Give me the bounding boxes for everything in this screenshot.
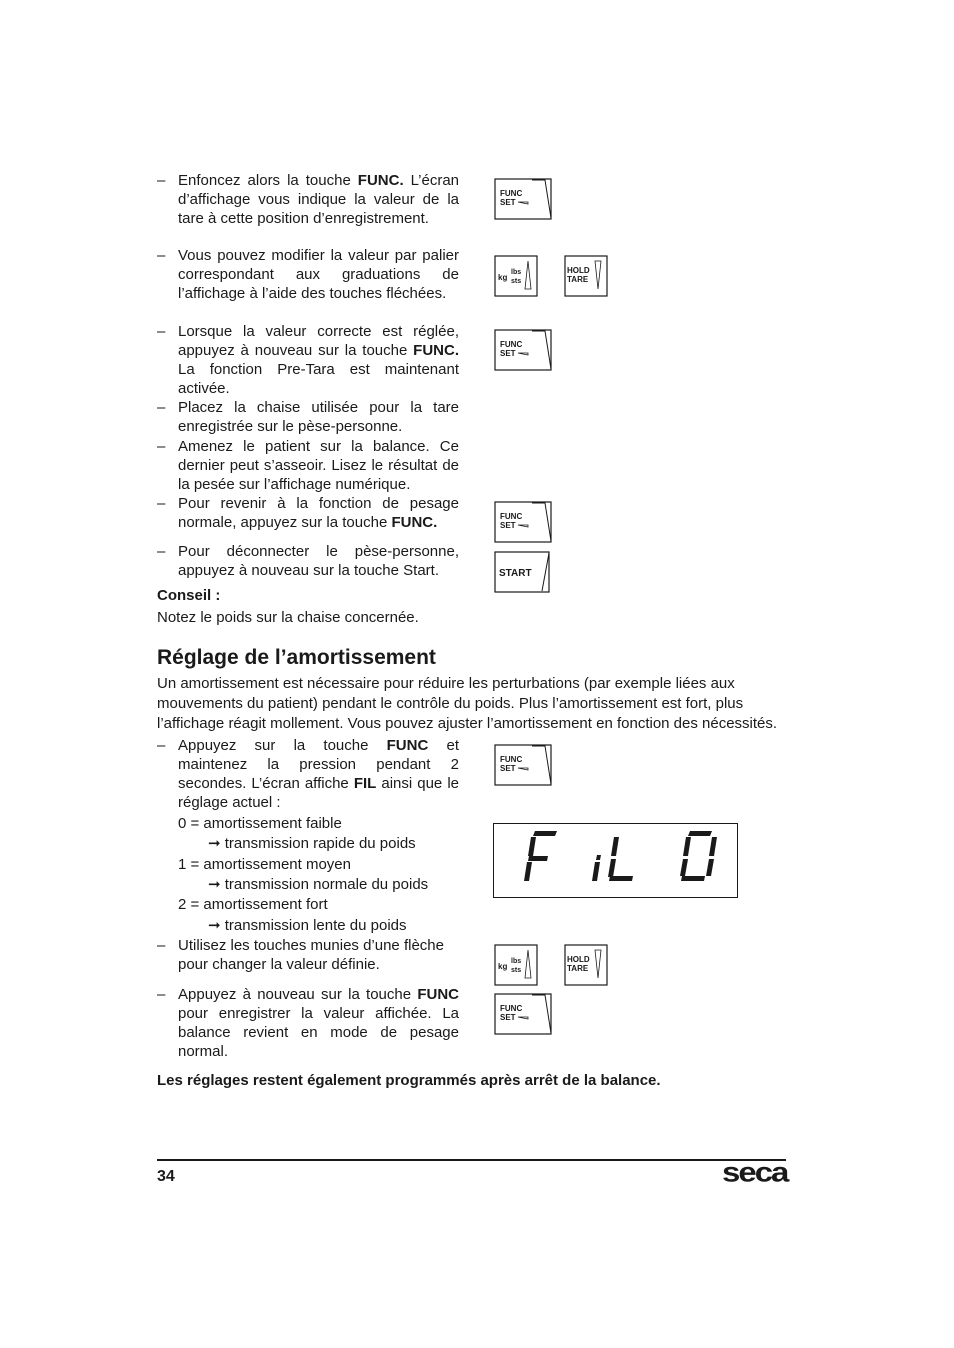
hold-tare-key [564,944,608,986]
svg-text:SET: SET [500,764,516,773]
page-number: 34 [157,1168,175,1185]
list-item: – Amenez le patient sur la balance. Ce dernier peut s’asseoir. Lisez le résultat de la pesée sur l’affichage numérique. [157,438,459,493]
list-item: – Pour revenir à la fonction de pesage normale, appuyez sur la touche FUNC. [157,495,459,531]
damping-level-2-detail: ➞ transmission lente du poids [208,917,407,934]
func-set-key [494,501,552,543]
list-item: – Enfoncez alors la touche FUNC. L’écran d’affichage vous indique la valeur de la tare à cette position d’enregistrement. [157,172,459,227]
func-set-key [494,329,552,371]
kg-lbs-sts-key [494,944,538,986]
damping-level-1: 1 = amortissement moyen [178,856,351,873]
svg-text:HOLD: HOLD [567,266,590,275]
list-dash: – [157,495,166,512]
lcd-display [493,823,738,898]
svg-text:START: START [499,568,532,579]
list-dash: – [157,986,166,1003]
seca-logo: seca [722,1156,788,1188]
svg-text:kg: kg [498,962,508,971]
svg-text:sts: sts [511,278,522,285]
damping-level-0: 0 = amortissement faible [178,815,342,832]
list-dash: – [157,438,166,455]
svg-text:kg: kg [498,273,508,282]
closing-note: Les réglages restent également programmés après arrêt de la balance. [157,1072,661,1089]
tip-heading: Conseil : [157,587,221,604]
list-item: – Appuyez sur la touche FUNC et maintenez la pression pendant 2 secondes. L’écran affiche FIL ainsi que le réglage actuel : [157,737,459,811]
svg-text:FUNC: FUNC [500,340,523,349]
footer-rule [157,1159,786,1161]
svg-text:TARE: TARE [567,275,589,284]
func-set-key [494,178,552,220]
start-key [494,551,550,593]
list-item: – Placez la chaise utilisée pour la tare enregistrée sur le pèse-personne. [157,399,459,435]
svg-text:lbs: lbs [511,269,522,276]
svg-text:HOLD: HOLD [567,955,590,964]
svg-text:SET: SET [500,1013,516,1022]
svg-text:TARE: TARE [567,964,589,973]
section-title: Réglage de l’amortissement [157,646,436,669]
hold-tare-key [564,255,608,297]
func-set-key [494,744,552,786]
list-item: – Pour déconnecter le pèse-personne, appuyez à nouveau sur la touche Start. [157,543,459,579]
list-item: – Lorsque la valeur correcte est réglée, appuyez à nouveau sur la touche FUNC. La fonction Pre-Tara est maintenant activée. [157,323,459,397]
svg-text:FUNC: FUNC [500,189,523,198]
list-item: – Appuyez à nouveau sur la touche FUNC pour enregistrer la valeur affichée. La balance revient en mode de pesage normal. [157,986,459,1060]
list-dash: – [157,543,166,560]
svg-text:lbs: lbs [511,958,522,965]
section-intro: Un amortissement est nécessaire pour réduire les perturbations (par exemple liées aux mouvements du patient) pendant le contrôle du poids. Plus l’amortissement est fort, plus l’affichage réagit mollement. Vous pouvez ajuster l’amortissement en fonction des nécessités. [157,675,778,732]
damping-level-0-detail: ➞ transmission rapide du poids [208,835,416,852]
svg-text:SET: SET [500,198,516,207]
list-dash: – [157,937,166,954]
list-item: – Vous pouvez modifier la valeur par palier correspondant aux graduations de l’affichage à l’aide des touches fléchées. [157,247,459,302]
svg-text:FUNC: FUNC [500,1004,523,1013]
list-dash: – [157,399,166,416]
tip-text: Notez le poids sur la chaise concernée. [157,609,419,626]
list-dash: – [157,247,166,264]
list-dash: – [157,172,166,189]
damping-level-2: 2 = amortissement fort [178,896,328,913]
svg-text:SET: SET [500,349,516,358]
svg-text:FUNC: FUNC [500,755,523,764]
list-item: – Utilisez les touches munies d’une flèche pour changer la valeur définie. [157,937,444,973]
list-dash: – [157,737,166,754]
svg-text:sts: sts [511,967,522,974]
list-dash: – [157,323,166,340]
svg-text:SET: SET [500,521,516,530]
func-set-key [494,993,552,1035]
damping-level-1-detail: ➞ transmission normale du poids [208,876,429,893]
svg-text:FUNC: FUNC [500,512,523,521]
kg-lbs-sts-key [494,255,538,297]
